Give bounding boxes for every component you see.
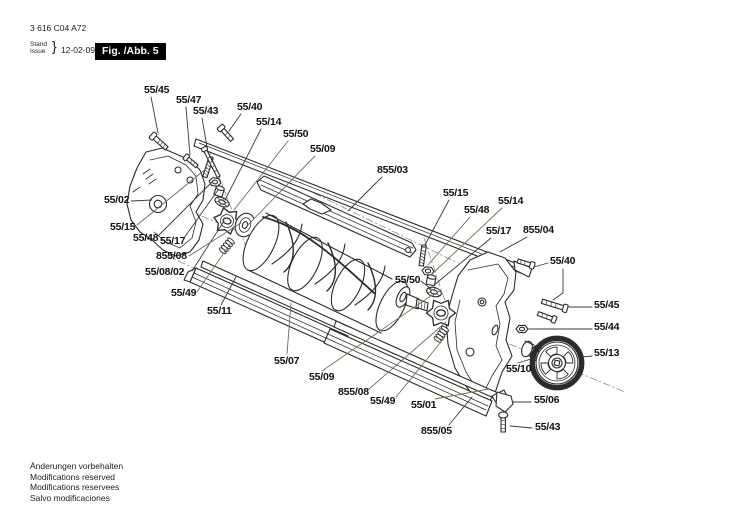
callout-55-50-mid: 55/50	[395, 274, 421, 286]
footer-notice	[30, 461, 123, 503]
callout-55-48-left: 55/48	[133, 232, 159, 244]
callout-55-50-top: 55/50	[283, 128, 309, 140]
left-toothed-washer	[213, 195, 230, 209]
right-toothed-washer	[426, 286, 443, 299]
callout-55-09-top: 55/09	[310, 143, 336, 155]
callout-855-05: 855/05	[421, 425, 452, 437]
footer-line-fr: Modifications reservees	[30, 482, 120, 492]
callout-55-43-bottom: 55/43	[535, 421, 561, 433]
callout-55-44: 55/44	[594, 321, 620, 333]
callout-55-40-top: 55/40	[237, 101, 263, 113]
callout-55-11: 55/11	[207, 305, 232, 317]
callout-55-13: 55/13	[594, 347, 620, 359]
callout-55-45-left: 55/45	[144, 84, 170, 96]
screw-55-43-bottom	[499, 412, 508, 432]
callout-55-07: 55/07	[274, 355, 300, 367]
clamp-55-06	[496, 392, 513, 412]
callout-55-10: 55/10	[506, 363, 532, 375]
callout-55-08-02: 55/08/02	[145, 266, 185, 278]
right-sleeve	[426, 274, 436, 285]
callout-55-49-bottom: 55/49	[370, 395, 396, 407]
callout-55-09-bottom: 55/09	[309, 371, 335, 383]
screw-55-45-right-a	[541, 297, 569, 312]
callout-855-04: 855/04	[523, 224, 554, 236]
callout-55-15-left: 55/15	[110, 221, 136, 233]
callout-55-43-left: 55/43	[193, 105, 219, 117]
footer-line-en: Modifications reserved	[30, 471, 116, 482]
callout-55-48-right: 55/48	[464, 204, 490, 216]
nut-55-44	[516, 325, 528, 332]
callout-855-03: 855/03	[377, 164, 408, 176]
callout-55-49-left: 55/49	[171, 287, 197, 299]
issue-label: Issue	[30, 48, 46, 55]
callout-55-40-right: 55/40	[550, 255, 576, 267]
footer-line-de: Änderungen vorbehalten	[30, 461, 124, 471]
callout-855-08-left: 855/08	[156, 250, 187, 262]
right-spring	[433, 325, 449, 343]
figure-label: Fig. /Abb. 5	[95, 43, 166, 60]
footer-line-es: Salvo modificaciones	[30, 492, 110, 503]
callout-855-08-bottom: 855/08	[338, 386, 369, 398]
callout-55-47: 55/47	[176, 94, 202, 106]
rail-clip	[303, 199, 331, 214]
callout-55-14-right: 55/14	[498, 195, 524, 207]
left-sleeve	[214, 185, 225, 197]
right-stud	[419, 245, 426, 267]
brace-glyph: }	[52, 38, 57, 54]
issue-date: 12-02-09	[61, 45, 96, 55]
callout-55-02: 55/02	[104, 194, 130, 206]
callout-55-15-right: 55/15	[443, 187, 469, 199]
screw-55-45-right-b	[537, 310, 558, 323]
callout-55-17-left: 55/17	[160, 235, 186, 247]
callout-55-06: 55/06	[534, 394, 560, 406]
callout-55-01: 55/01	[411, 399, 437, 411]
callout-55-17-right: 55/17	[486, 225, 512, 237]
document-part-number: 3 616 C04 A72	[30, 23, 87, 33]
gear-wheel-55-13	[530, 336, 584, 390]
callout-55-45-right: 55/45	[594, 299, 620, 311]
stand-label: Stand	[30, 41, 47, 48]
callout-55-14-top: 55/14	[256, 116, 282, 128]
left-spring	[218, 237, 235, 255]
